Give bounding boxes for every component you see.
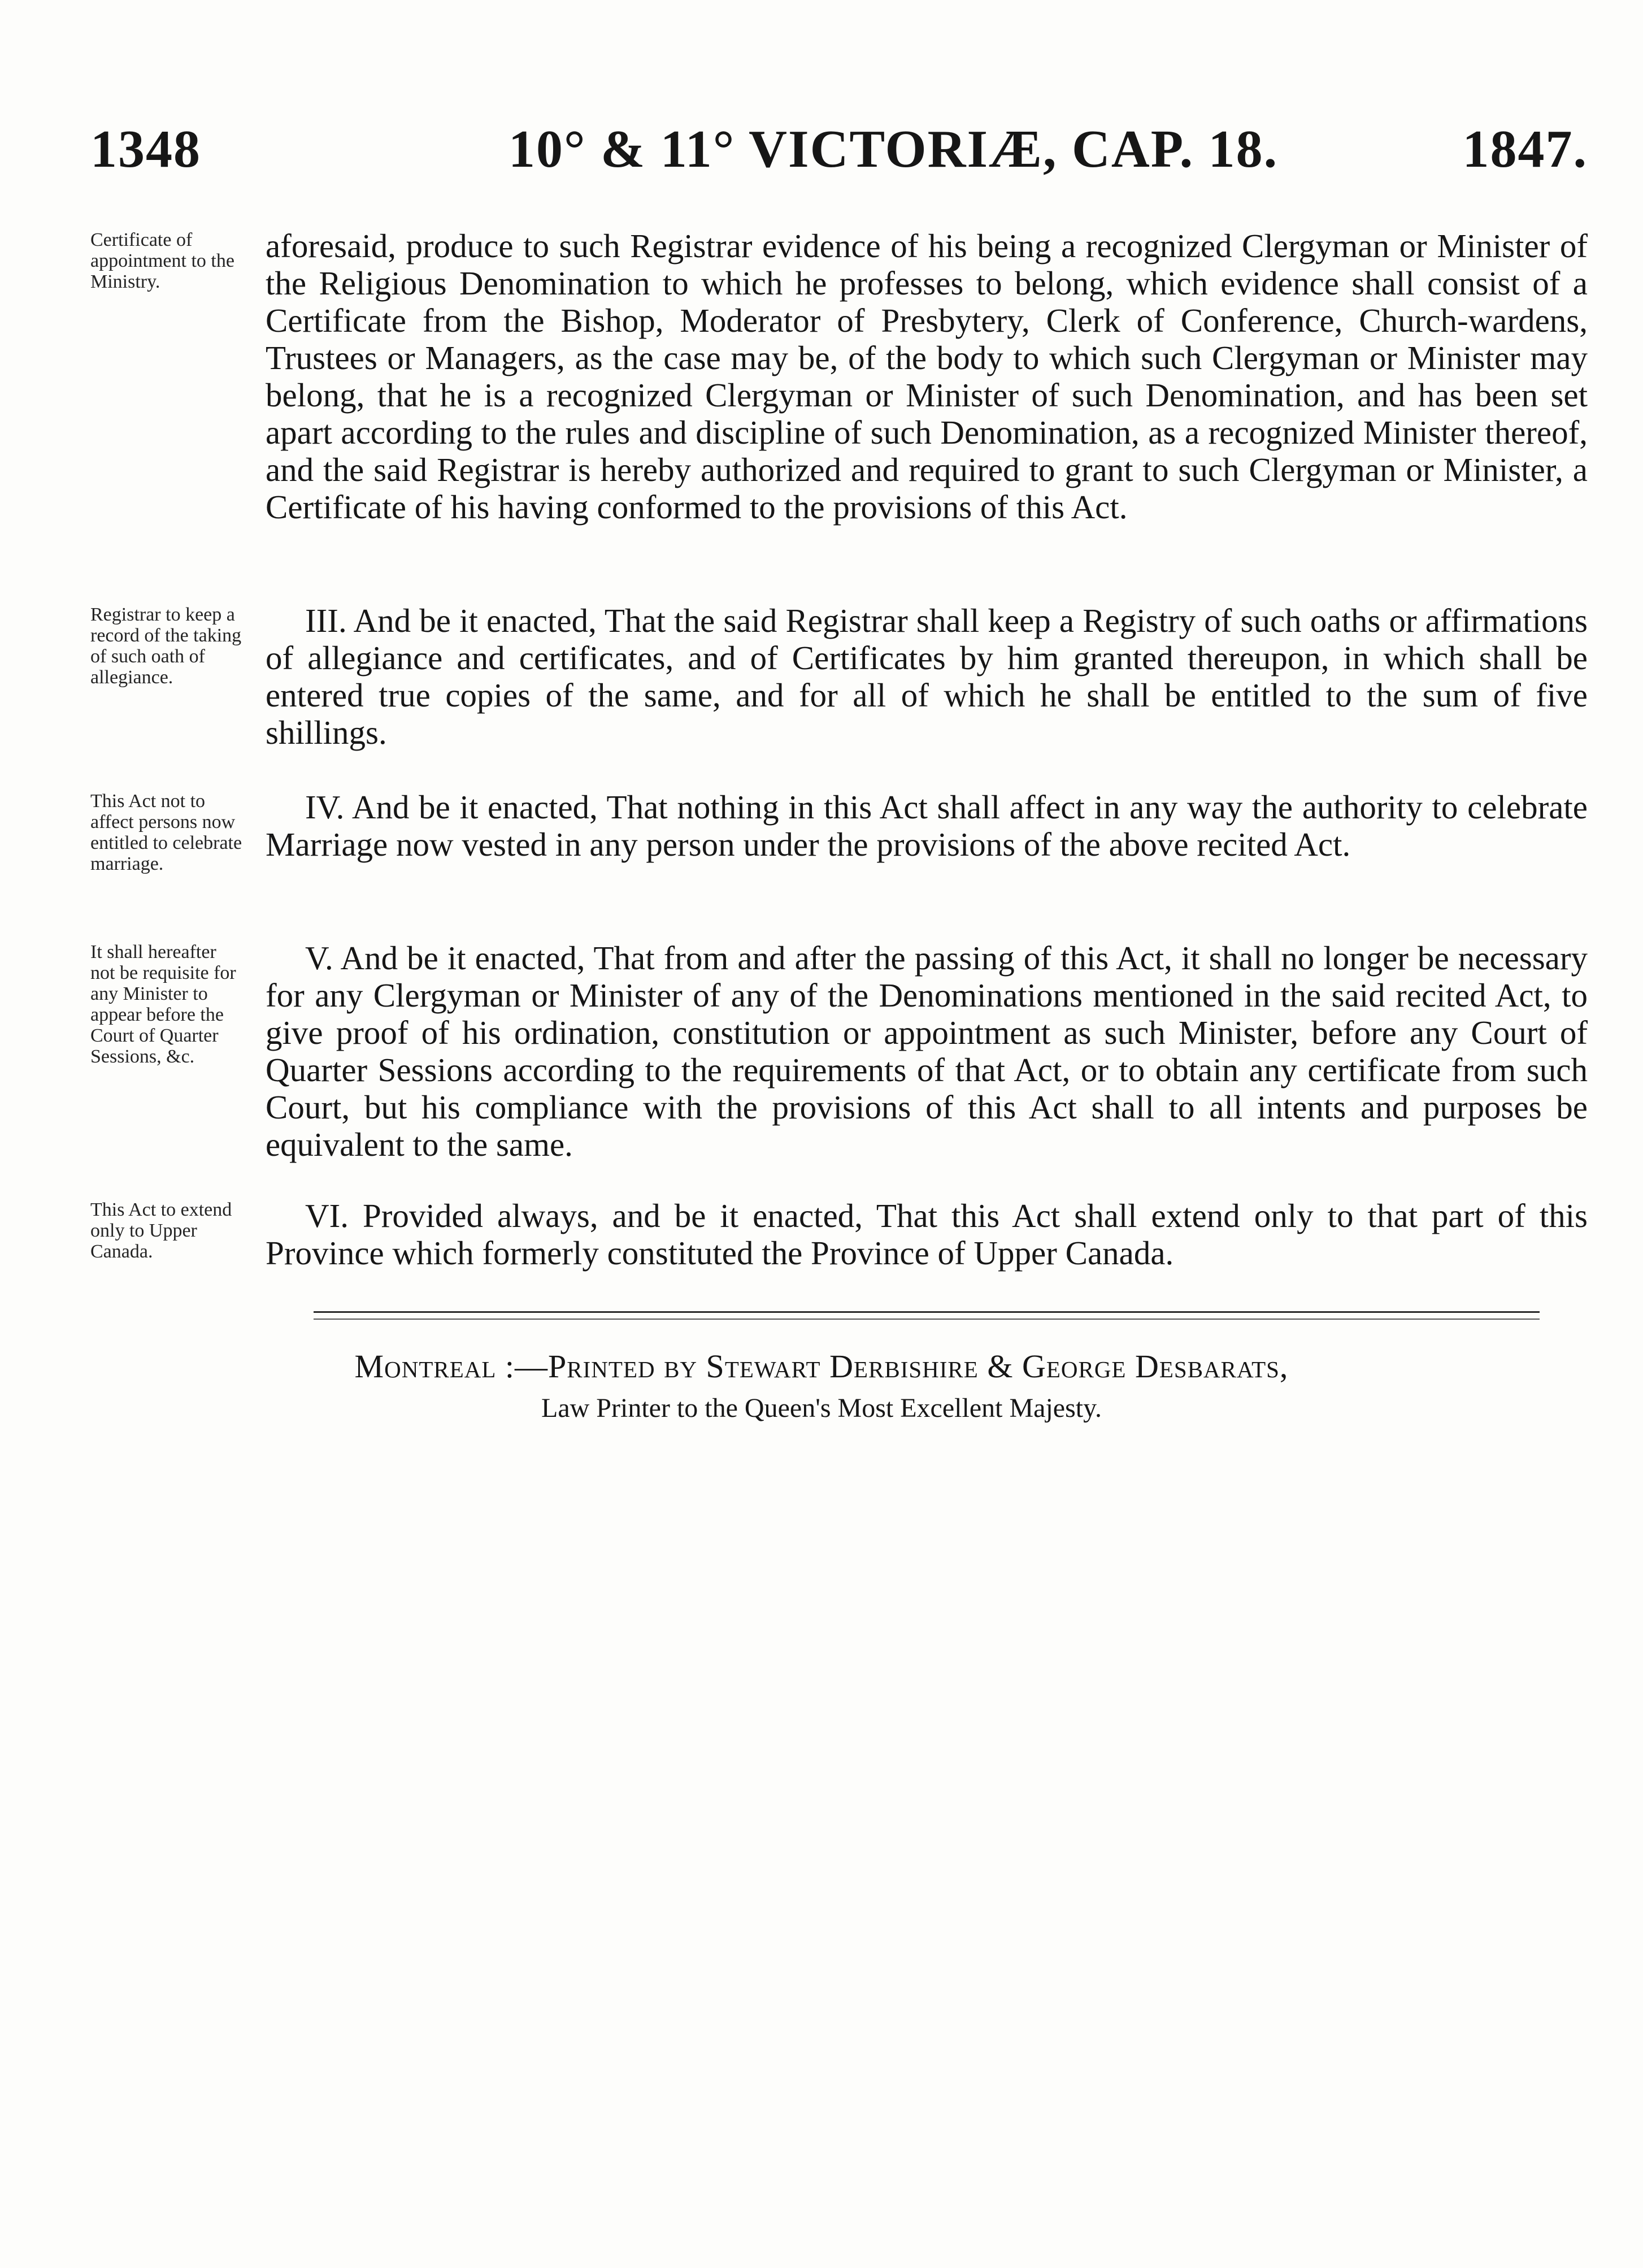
imprint-line: Law Printer to the Queen's Most Excellent Majesty.	[541, 1393, 1102, 1423]
imprint-line: Montreal :—Printed by Stewart Derbishire & George Desbarats,	[354, 1348, 1289, 1385]
section-text: III. And be it enacted, That the said Registrar shall keep a Registry of such oaths or affirmations of allegiance and certificates, and of Certificates by him granted thereupon, in which shall be entered true copies of the same, and for all of which he shall be entitled to the sum of five shillings.	[266, 602, 1588, 751]
running-title: 10° & 11° VICTORIÆ, CAP. 18.	[508, 120, 1279, 179]
divider-rule	[314, 1311, 1540, 1313]
marginal-note: Registrar to keep a record of the taking of such oath of allegiance.	[90, 604, 242, 688]
page-header	[90, 119, 1588, 192]
marginal-note: This Act not to affect persons now entitled to celebrate marriage.	[90, 791, 242, 874]
printer-imprint	[0, 1348, 1643, 1427]
marginal-note: Certificate of appointment to the Ministry.	[90, 229, 234, 292]
page-number: 1348	[90, 120, 201, 179]
section-text: aforesaid, produce to such Registrar evidence of his being a recognized Clergyman or Minister of the Religious Denomination to which he professes to belong, which evidence shall consist of a Certificate from the Bishop, Moderator of Presbytery, Clerk of Conference, Church-wardens, Trustees or Managers, as the case may be, of the body to which such Clergyman or Minister may belong, that he is a recognized Clergyman or Minister of such Denomination, and has been set apart according to the rules and discipline of such Denomination, as a recognized Minister thereof, and the said Registrar is hereby authorized and required to grant to such Clergyman or Minister, a Certificate of his having conformed to the provisions of this Act.	[266, 227, 1588, 526]
section-text: V. And be it enacted, That from and after the passing of this Act, it shall no longer be necessary for any Clergyman or Minister of any of the Denominations mentioned in the said recited Act, to give proof of his ordination, constitution or appointment as such Minister, before any Court of Quarter Sessions according to the requirements of that Act, or to obtain any certificate from such Court, but his compliance with the provisions of this Act shall to all intents and purposes be equivalent to the same.	[266, 939, 1588, 1163]
marginal-note: It shall hereafter not be requisite for any Minister to appear before the Court of Quarter Sessions, &c.	[90, 942, 236, 1067]
divider-rule	[314, 1319, 1540, 1320]
marginal-note: This Act to extend only to Upper Canada.	[90, 1199, 232, 1262]
page-year: 1847.	[1462, 120, 1588, 179]
section-text: IV. And be it enacted, That nothing in this Act shall affect in any way the authority to celebrate Marriage now vested in any person under the provisions of the above recited Act.	[266, 788, 1588, 863]
section-text: VI. Provided always, and be it enacted, That this Act shall extend only to that part of this Province which formerly constituted the Province of Upper Canada.	[266, 1197, 1588, 1272]
